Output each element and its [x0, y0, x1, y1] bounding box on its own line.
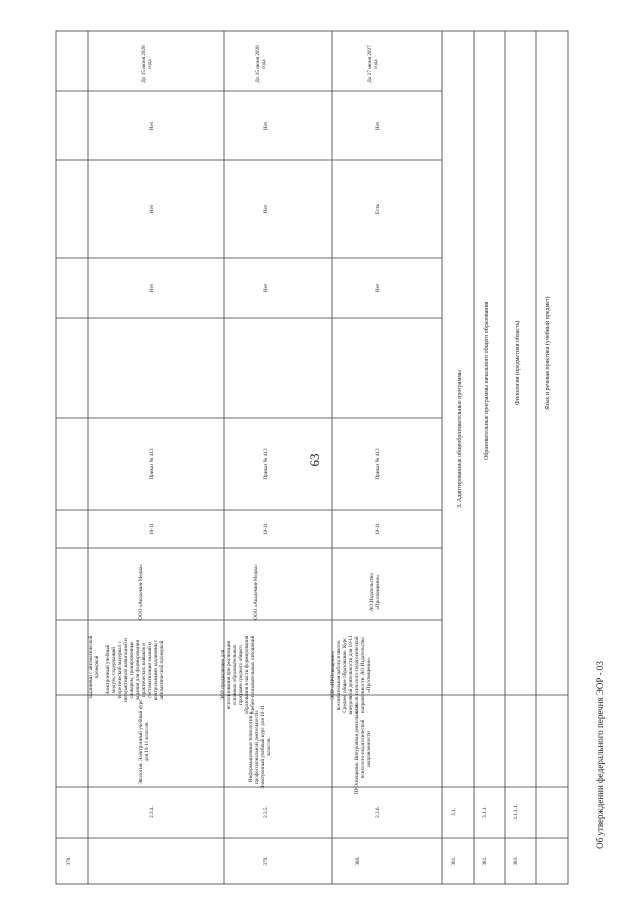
continued-description: заданиями с автоматической проверкой	[88, 635, 100, 699]
row-publisher: ООО «Академия-Медиа»	[138, 564, 144, 620]
row-deadline: До 15 июня 2028 года	[255, 45, 267, 83]
row-code: 2.3.4.	[149, 806, 155, 818]
row-order: Приказ № 413	[375, 448, 381, 480]
row-col9: Нет	[149, 204, 155, 214]
section-label: 3. Адаптированные общеобразовательные программы	[457, 369, 463, 508]
row-grades: 10-11	[375, 523, 381, 535]
row-description: ЭОР «ПРОсвещение» воспитательная работа в школе. Среднее общее образование. Курс внеурочной деятельности для 10-11 классов психолого-педагогической направленности. АО Издательство «Просвещение»	[330, 635, 372, 715]
row-col8: Нет	[375, 283, 381, 293]
row-col10: Нет	[149, 121, 155, 131]
page-number: 63	[307, 453, 322, 467]
row-description: Электронный учебный модуль, содержащий теоретический материал с интерактивной навигацией и словарем, тренировочные задания для формирования практических навыков и систематизации знаний и контрольными заданиями с автоматической проверкой	[105, 638, 165, 702]
row-name: ПРОсвещение. Внеурочная деятельность психолого-педагогической направленности	[354, 703, 372, 795]
section-number: 382.	[482, 856, 488, 866]
row-number: 379.	[263, 856, 269, 866]
row-publisher: ООО «Академия-Медиа»	[253, 564, 259, 620]
section-label: Филология (предметная область)	[515, 320, 521, 405]
row-grades: 10-11	[263, 523, 269, 535]
section-label: Образовательные программы начального общего образования	[484, 301, 490, 460]
section-label: Язык и речевая практика (учебный предмет)	[545, 296, 551, 410]
row-col9: Есть	[375, 203, 381, 215]
row-name: Экология. Электронный учебный курс для 10-11 классов	[138, 699, 150, 785]
section-number: 381.	[451, 856, 457, 866]
row-description: ЭОР предназначен для использования при реализации основных образовательных программ среднего общего образования в части формирования учебно-познавательных отношений	[220, 635, 256, 715]
row-deadline: До 27 июня 2027 года	[367, 45, 379, 83]
row-order: Приказ № 413	[149, 448, 155, 480]
row-col8: Нет	[149, 283, 155, 293]
row-order: Приказ № 413	[263, 448, 269, 480]
row-number: 380.	[355, 856, 361, 866]
section-code: 3.1.1.1.	[513, 804, 519, 820]
row-col9: Нет	[263, 204, 269, 214]
row-code: 2.3.6.	[375, 806, 381, 818]
row-code: 2.3.5.	[263, 806, 269, 818]
section-code: 3.1.1.	[482, 806, 488, 818]
section-code: 3.1.	[451, 808, 457, 816]
row-grades: 10-11	[149, 523, 155, 535]
row-col8: Нет	[263, 283, 269, 293]
footer-text: Об утверждении федерального перечня ЭОР - 03	[595, 661, 605, 849]
row-col10: Нет	[375, 121, 381, 131]
row-publisher: АО Издательство «Просвещение»	[369, 572, 381, 612]
row-col10: Нет	[263, 121, 269, 131]
row-deadline: До 15 июня 2028 года	[141, 45, 153, 83]
row-number: 378.	[66, 856, 72, 866]
section-number: 383.	[513, 856, 519, 866]
row-name: Информационные технологии в профессиональной деятельности. Электронный учебный курс для 10-11 классов	[248, 705, 272, 789]
